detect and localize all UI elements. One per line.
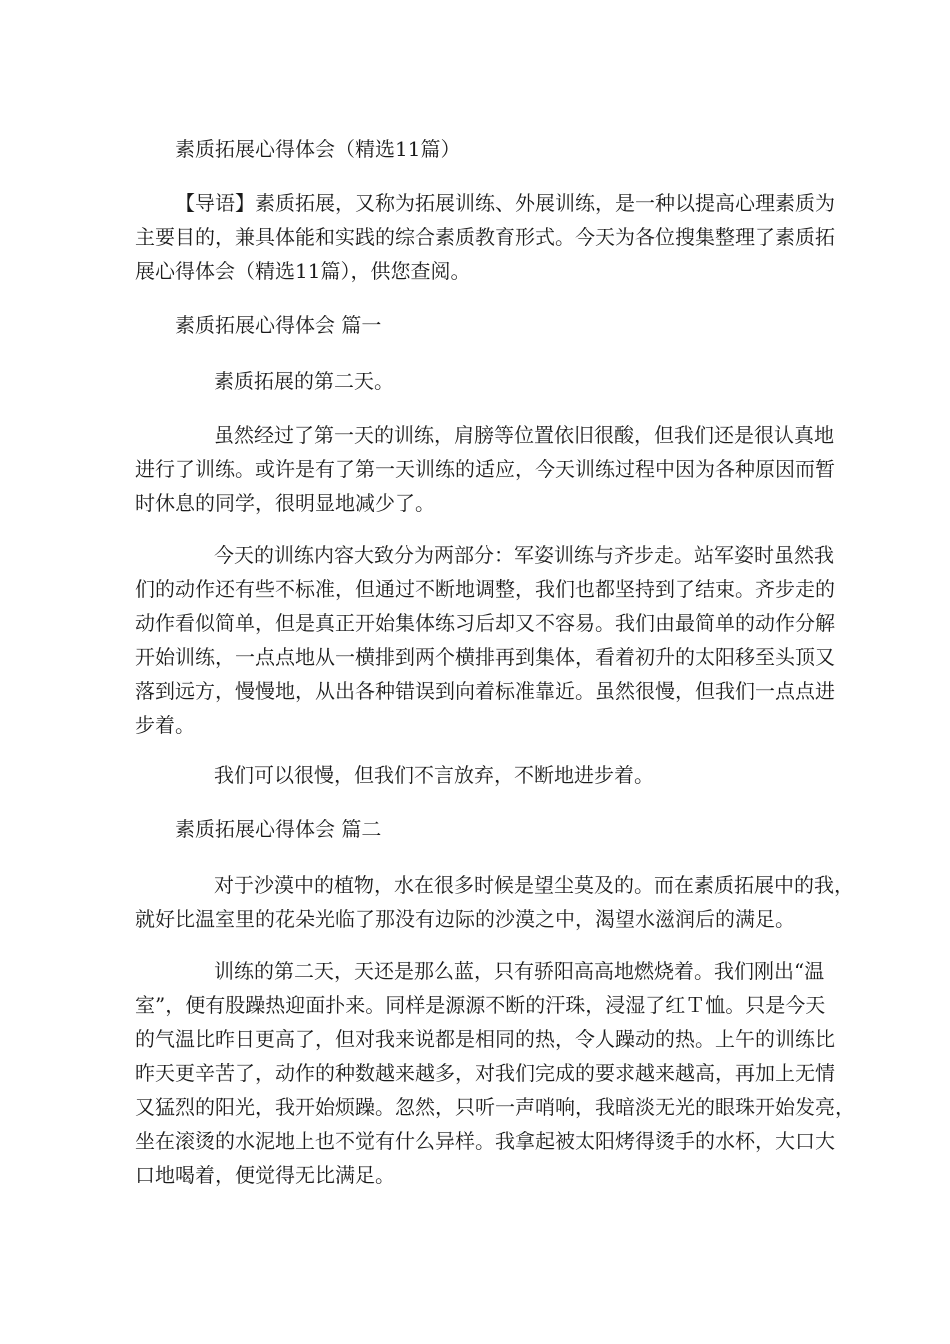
section-heading-1: 素质拓展心得体会 篇一 [175, 313, 382, 337]
intro-paragraph [135, 186, 835, 288]
text-line: 又猛烈的阳光，我开始烦躁。忽然，只听一声哨响，我暗淡无光的眼珠开始发亮， [135, 1095, 855, 1119]
text-line: 素质拓展的第二天。 [214, 369, 394, 393]
text-line: 口地喝着，便觉得无比满足。 [135, 1163, 395, 1187]
text-line: 今天的训练内容大致分为两部分：军姿训练与齐步走。站军姿时虽然我 [214, 543, 834, 567]
section1-paragraph-2 [135, 418, 835, 520]
text-line: 展心得体会（精选11篇），供您查阅。 [135, 259, 471, 283]
text-line: 我们可以很慢，但我们不言放弃，不断地进步着。 [214, 763, 654, 787]
text-line: 主要目的，兼具体能和实践的综合素质教育形式。今天为各位搜集整理了素质拓 [135, 225, 835, 249]
section1-paragraph-4 [135, 758, 817, 792]
text-line: 对于沙漠中的植物，水在很多时候是望尘莫及的。而在素质拓展中的我， [214, 873, 854, 897]
text-line: 开始训练，一点点地从一横排到两个横排再到集体，看着初升的太阳移至头顶又 [135, 645, 835, 669]
text-line: 步着。 [135, 713, 195, 737]
text-line: 时休息的同学，很明显地减少了。 [135, 491, 435, 515]
text-line: 动作看似简单，但是真正开始集体练习后却又不容易。我们由最简单的动作分解 [135, 611, 835, 635]
section1-paragraph-1 [135, 364, 817, 398]
section-heading-2: 素质拓展心得体会 篇二 [175, 817, 382, 841]
text-line: 室”，便有股躁热迎面扑来。同样是源源不断的汗珠，浸湿了红Ｔ恤。只是今天 [135, 993, 826, 1017]
text-line: 坐在滚烫的水泥地上也不觉有什么异样。我拿起被太阳烤得烫手的水杯，大口大 [135, 1129, 835, 1153]
section2-paragraph-2 [135, 954, 855, 1192]
text-line: 就好比温室里的花朵光临了那没有边际的沙漠之中，渴望水滋润后的满足。 [135, 907, 795, 931]
text-line: 的气温比昨日更高了，但对我来说都是相同的热，令人躁动的热。上午的训练比 [135, 1027, 835, 1051]
section1-paragraph-3 [135, 538, 835, 742]
section2-paragraph-1 [135, 868, 854, 936]
text-line: 虽然经过了第一天的训练，肩膀等位置依旧很酸，但我们还是很认真地 [214, 423, 834, 447]
text-line: 落到远方，慢慢地，从出各种错误到向着标准靠近。虽然很慢，但我们一点点进 [135, 679, 835, 703]
document-title: 素质拓展心得体会（精选11篇） [175, 137, 461, 161]
text-line: 进行了训练。或许是有了第一天训练的适应，今天训练过程中因为各种原因而暂 [135, 457, 835, 481]
text-line: 昨天更辛苦了，动作的种数越来越多，对我们完成的要求越来越高，再加上无情 [135, 1061, 835, 1085]
text-line: 【导语】素质拓展，又称为拓展训练、外展训练，是一种以提高心理素质为 [175, 191, 835, 215]
text-line: 训练的第二天，天还是那么蓝，只有骄阳高高地燃烧着。我们刚出“温 [214, 959, 825, 983]
text-line: 们的动作还有些不标准，但通过不断地调整，我们也都坚持到了结束。齐步走的 [135, 577, 835, 601]
